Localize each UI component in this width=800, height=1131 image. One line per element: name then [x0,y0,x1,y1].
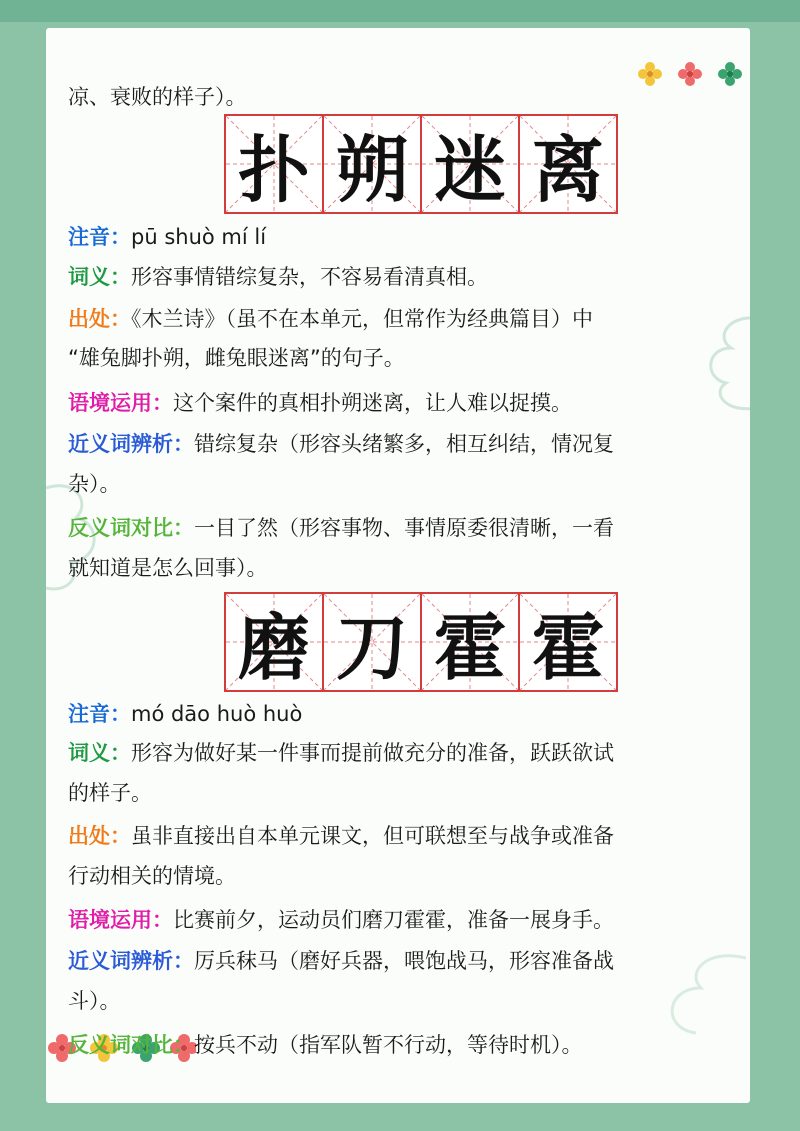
meaning-text: 形容为做好某一件事而提前做充分的准备，跃跃欲试 [131,741,614,765]
pinyin-label: 注音： [68,225,131,249]
idiom-char: 朔 [335,128,408,212]
usage-text: 这个案件的真相扑朔迷离，让人难以捉摸。 [173,391,572,415]
antonym-text: 一目了然（形容事物、事情原委很清晰，一看 [194,516,614,540]
synonym-line-2b: 斗）。 [68,989,121,1013]
idiom-char: 磨 [237,606,310,690]
tian-grid-cell [224,114,324,214]
antonym-line-1b: 就知道是怎么回事）。 [68,556,268,580]
tian-grid-cell [518,592,618,692]
source-line-2a [68,817,732,855]
pinyin-label: 注音： [68,702,131,726]
source-label: 出处： [68,307,131,331]
idiom-title-grid-1 [224,114,624,214]
idiom-char: 霍 [531,606,604,690]
pinyin-line-1 [68,218,732,256]
source-line-2b: 行动相关的情境。 [68,864,236,888]
source-text: 虽非直接出自本单元课文，但可联想至与战争或准备 [131,824,614,848]
idiom-char: 霍 [433,606,506,690]
synonym-line-1b: 杂）。 [68,472,121,496]
top-frame-stripe [0,0,800,22]
synonym-label: 近义词辨析： [68,432,194,456]
synonym-text: 错综复杂（形容头绪繁多，相互纠结，情况复 [194,432,614,456]
source-line-1a [68,300,732,338]
usage-label: 语境运用： [68,908,173,932]
synonym-label: 近义词辨析： [68,949,194,973]
synonym-line-1a [68,425,732,463]
idiom-char: 刀 [335,606,408,690]
tian-grid-cell [322,592,422,692]
pinyin-line-2 [68,695,732,733]
usage-line-2 [68,901,732,939]
usage-line-1 [68,384,732,422]
tian-grid-cell [420,114,520,214]
intro-line: 凉、衰败的样子）。 [68,85,247,109]
antonym-line-1a [68,509,732,547]
source-text: 《木兰诗》（虽不在本单元，但常作为经典篇目）中 [131,307,593,331]
usage-label: 语境运用： [68,391,173,415]
source-line-1b: “雄兔脚扑朔，雌兔眼迷离”的句子。 [68,346,405,370]
antonym-text: 按兵不动（指军队暂不行动，等待时机）。 [194,1033,583,1057]
tian-grid-cell [224,592,324,692]
synonym-line-2a [68,942,732,980]
antonym-label: 反义词对比： [68,1033,194,1057]
meaning-line-1 [68,258,732,296]
tian-grid-cell [322,114,422,214]
tian-grid-cell [420,592,520,692]
meaning-line-2b: 的样子。 [68,781,152,805]
pinyin-text: mó dāo huò huò [131,702,303,726]
meaning-text: 形容事情错综复杂，不容易看清真相。 [131,265,488,289]
antonym-line-2 [68,1026,732,1064]
idiom-char: 离 [531,128,604,212]
meaning-label: 词义： [68,741,131,765]
usage-text: 比赛前夕，运动员们磨刀霍霍，准备一展身手。 [173,908,614,932]
pinyin-text: pū shuò mí lí [131,225,267,249]
antonym-label: 反义词对比： [68,516,194,540]
idiom-char: 迷 [433,128,506,212]
tian-grid-cell [518,114,618,214]
synonym-text: 厉兵秣马（磨好兵器，喂饱战马，形容准备战 [194,949,614,973]
idiom-char: 扑 [237,128,310,212]
meaning-label: 词义： [68,265,131,289]
meaning-line-2a [68,734,732,772]
idiom-title-grid-2 [224,592,624,692]
document-page [46,28,750,1103]
source-label: 出处： [68,824,131,848]
